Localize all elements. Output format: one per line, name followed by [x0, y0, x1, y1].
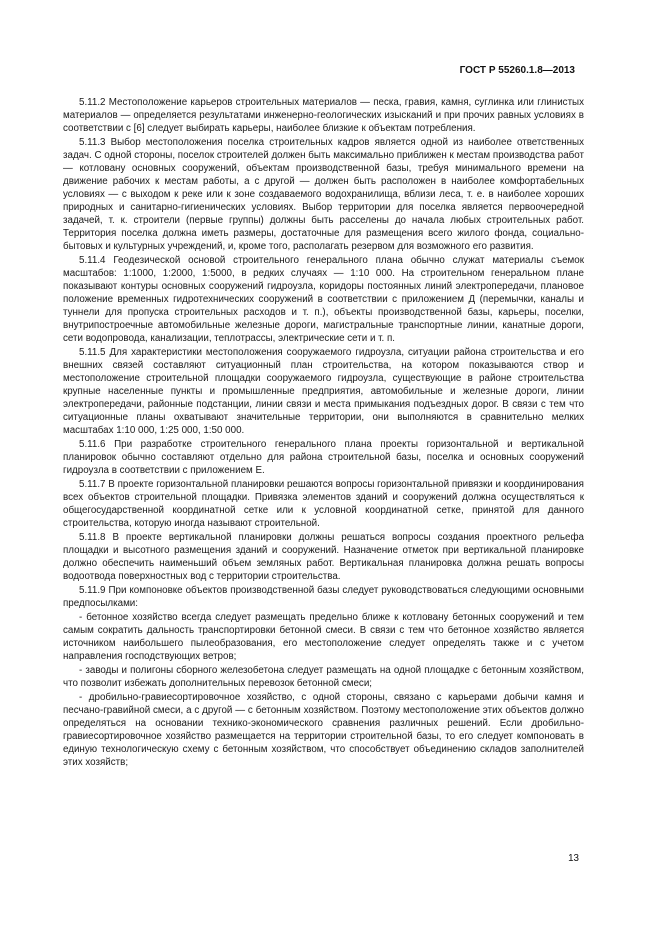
paragraph-5-11-7: 5.11.7 В проекте горизонтальной планировки решаются вопросы горизонтальной привязки и координирования всех объектов строительной площадки. Привязка элементов зданий и сооружений должна осуществляться к общегосударственной координатной сетке или к условной координатной сетке, принятой для данного строительства, которую иногда называют строительной.: [63, 479, 584, 529]
paragraph-5-11-2: 5.11.2 Местоположение карьеров строительных материалов — песка, гравия, камня, суглинка или глинистых материалов — определяется результатами инженерно-геологических изысканий и при прочих равных условиях в соответствии с [6] следует выбирать карьеры, наиболее близкие к объектам потребления.: [63, 97, 584, 134]
paragraph-5-11-3: 5.11.3 Выбор местоположения поселка строительных кадров является одной из наиболее ответственных задач. С одной стороны, поселок строителей должен быть максимально приближен к местам производства работ — котловану основных сооружений, объектам производственной базы, требуя минимального времени на движение рабочих к местам работы, а с другой — должен быть расположен в наиболее комфортабельных условиях — с выходом к реке или к зоне создаваемого водохранилища, вблизи леса, т. е. в наиболее хороших природных и санитарно-гигиенических условиях. Выбор территории для поселка является первоочередной задачей, т. к. строители (первые группы) должны быть расселены до начала любых строительных работ. Территория поселка должна иметь размеры, достаточные для размещения всего жилого фонда, социально-бытовых и культурных учреждений, и, кроме того, располагать резервом для возможного его развития.: [63, 137, 584, 252]
paragraph-5-11-8: 5.11.8 В проекте вертикальной планировки должны решаться вопросы создания проектного рельефа площадки и высотного размещения зданий и сооружений. Назначение отметок при вертикальной планировке должно обеспечить наименьший объем земляных работ. Вертикальная планировка должна решать вопросы водоотвода поверхностных вод с территории строительства.: [63, 532, 584, 582]
list-item-precast: - заводы и полигоны сборного железобетона следует размещать на одной площадке с бетонным хозяйством, что позволит избежать дополнительных перевозок бетонной смеси;: [63, 665, 584, 689]
paragraph-5-11-9: 5.11.9 При компоновке объектов производственной базы следует руководствоваться следующими основными предпосылками:: [63, 585, 584, 609]
list-item-crushing: - дробильно-гравиесортировочное хозяйство, с одной стороны, связано с карьерами добычи камня и песчано-гравийной смеси, а с другой — с бетонным хозяйством. Поэтому местоположение этих объектов должно определяться на основании технико-экономического сравнения различных решений. Если дробильно-гравиесортировочное хозяйство размещается на территории строительной базы, то его следует компоновать в единую технологическую схему с бетонным хозяйством, что способствует объединению складов заполнителей этих хозяйств;: [63, 692, 584, 768]
paragraph-5-11-6: 5.11.6 При разработке строительного генерального плана проекты горизонтальной и вертикальной планировок обычно составляют отдельно для района строительной базы, поселка и основных сооружений гидроузла в соответствии с приложением Е.: [63, 439, 584, 476]
list-item-concrete: - бетонное хозяйство всегда следует размещать предельно ближе к котловану бетонных сооружений и тем самым сократить дальность транспортировки бетонной смеси. В связи с тем что бетонное хозяйство является источником наибольшего пылеобразования, его местоположение следует определять также и с учетом направления господствующих ветров;: [63, 612, 584, 662]
paragraph-5-11-4: 5.11.4 Геодезической основой строительного генерального плана обычно служат материалы съемок масштабов: 1:1000, 1:2000, 1:5000, в редких случаях — 1:10 000. На строительном генеральном плане показывают контуры основных сооружений гидроузла, коридоры постоянных линий электропередачи, плановое положение временных гидротехнических сооружений в соответствии с приложением Д (перемычки, каналы и туннели для пропуска строительных расходов и т. п.), объекты производственной базы, карьеры, поселки, внутрипостроечные автомобильные железные дороги, магистральные транспортные линии, канатные дороги, сети водопровода, канализации, теплотрассы, электрические сети и т. п.: [63, 255, 584, 344]
standard-header: ГОСТ Р 55260.1.8—2013: [459, 65, 575, 76]
document-body: [63, 96, 584, 770]
paragraph-5-11-5: 5.11.5 Для характеристики местоположения сооружаемого гидроузла, ситуации района строительства и его внешних связей составляют ситуационный план строительства, на котором показываются створ и местоположение строительной площадки сооружаемого гидроузла, существующие в районе строительства крупные населенные пункты и промышленные предприятия, автомобильные и железные дороги, линии электропередачи, районные подстанции, линии связи и места примыкания подъездных дорог. В связи с тем что ситуационные планы охватывают значительные территории, они выполняются в сравнительно мелких масштабах 1:10 000, 1:25 000, 1:50 000.: [63, 347, 584, 436]
page-number: 13: [568, 853, 579, 864]
